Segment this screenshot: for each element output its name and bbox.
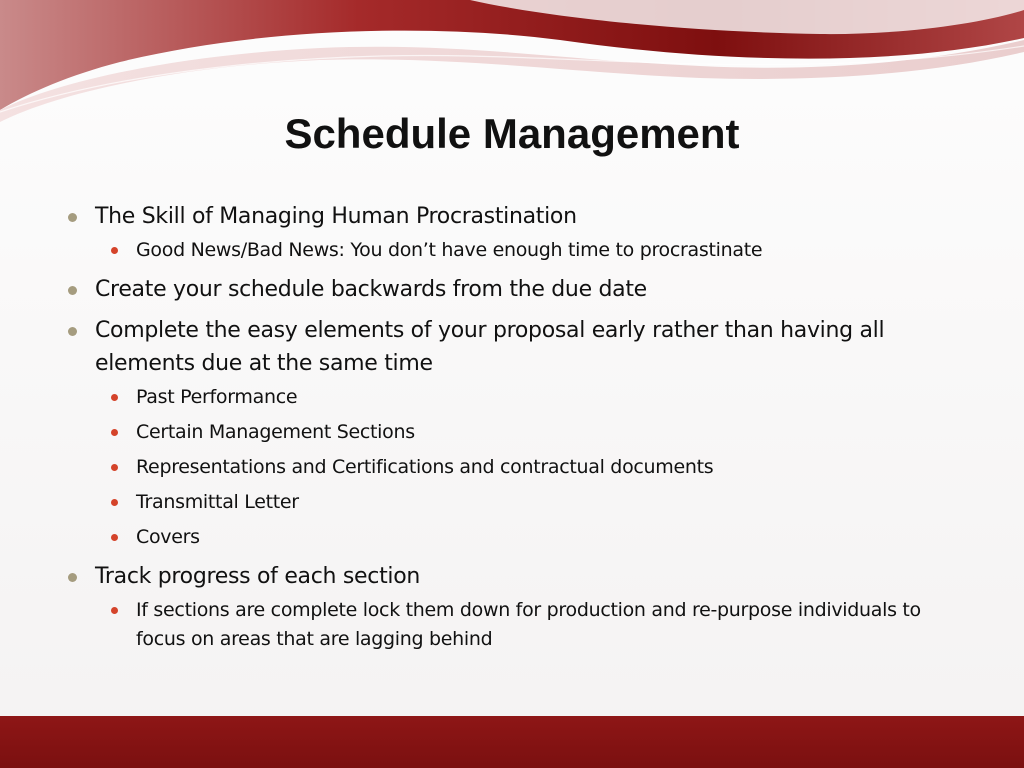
bullet-text: The Skill of Managing Human Procrastination: [95, 204, 577, 229]
bullet-dot-icon: [68, 213, 77, 222]
slide-title: Schedule Management: [284, 110, 740, 157]
sub-bullet-dot-icon: [111, 499, 118, 506]
sub-bullet-text: Past Performance: [136, 386, 298, 408]
sub-bullet-dot-icon: [111, 247, 118, 254]
sub-bullet-list: [95, 236, 924, 265]
bullet-list: [0, 200, 1024, 654]
sub-bullet-dot-icon: [111, 464, 118, 471]
sub-bullet-item: [95, 596, 924, 654]
sub-bullet-text: Transmittal Letter: [136, 491, 299, 513]
sub-bullet-item: [95, 383, 924, 412]
sub-bullet-text: If sections are complete lock them down for production and re-purpose individuals to focus on areas that are lagging behind: [136, 599, 921, 650]
sub-bullet-dot-icon: [111, 394, 118, 401]
sub-bullet-item: [95, 523, 924, 552]
sub-bullet-dot-icon: [111, 429, 118, 436]
bullet-dot-icon: [68, 327, 77, 336]
bullet-item: [0, 273, 1024, 306]
sub-bullet-dot-icon: [111, 534, 118, 541]
sub-bullet-item: [95, 488, 924, 517]
footer-bar: [0, 716, 1024, 768]
bullet-text: Complete the easy elements of your proposal early rather than having all elements due at the same time: [95, 318, 885, 376]
bullet-text: Track progress of each section: [95, 564, 421, 589]
sub-bullet-dot-icon: [111, 607, 118, 614]
sub-bullet-item: [95, 418, 924, 447]
bullet-dot-icon: [68, 573, 77, 582]
bullet-item: [0, 314, 1024, 552]
sub-bullet-text: Certain Management Sections: [136, 421, 415, 443]
sub-bullet-item: [95, 236, 924, 265]
sub-bullet-text: Covers: [136, 526, 200, 548]
sub-bullet-text: Good News/Bad News: You don’t have enough time to procrastinate: [136, 239, 763, 261]
sub-bullet-list: [95, 383, 924, 552]
bullet-item: [0, 560, 1024, 654]
sub-bullet-item: [95, 453, 924, 482]
bullet-item: [0, 200, 1024, 265]
bullet-dot-icon: [68, 286, 77, 295]
sub-bullet-list: [95, 596, 924, 654]
bullet-text: Create your schedule backwards from the due date: [95, 277, 647, 302]
sub-bullet-text: Representations and Certifications and contractual documents: [136, 456, 714, 478]
